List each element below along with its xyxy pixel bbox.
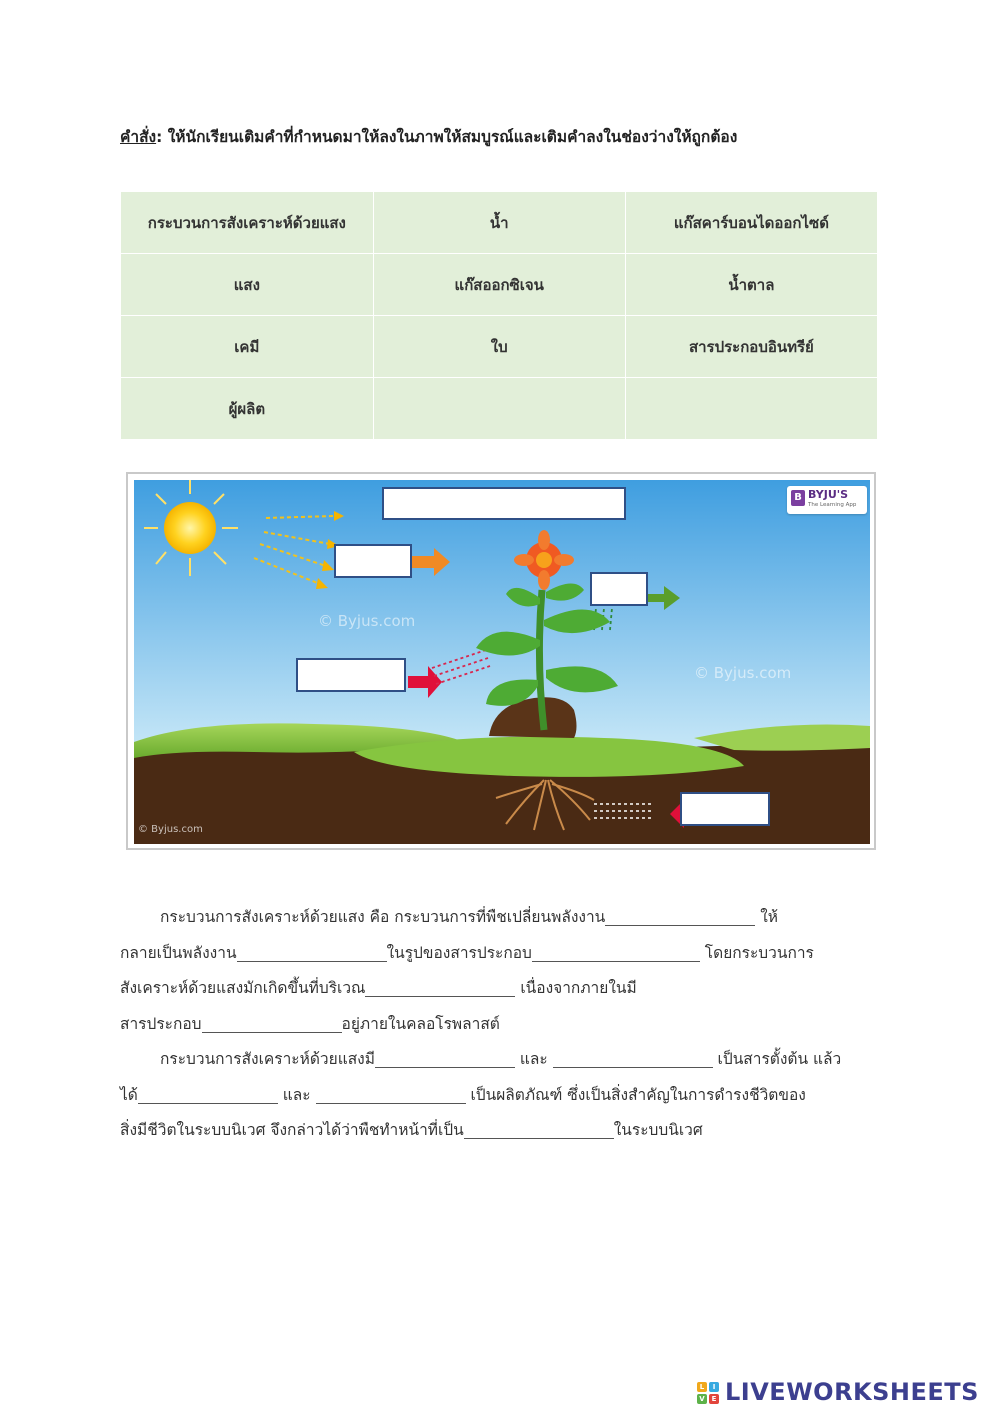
word-bank-table	[121, 192, 878, 440]
blank-location[interactable]	[365, 974, 515, 997]
paragraph-1-text: ให้	[755, 908, 778, 926]
byjus-logo	[787, 486, 867, 514]
answer-box-light[interactable]	[334, 544, 412, 578]
blank-product-1[interactable]	[138, 1081, 278, 1104]
paragraph-1	[120, 900, 900, 1042]
word-bank-cell: น้ำ	[373, 192, 625, 254]
paragraph-1-text: ในรูปของสารประกอบ	[386, 943, 532, 962]
paragraph-2-text: สิ่งมีชีวิตในระบบนิเวศ จึงกล่าวได้ว่าพืชทำหน้าที่เป็น	[120, 1121, 464, 1139]
logo-letter: E	[709, 1394, 719, 1404]
word-bank-cell: น้ำตาล	[625, 254, 877, 316]
blank-energy-from[interactable]	[605, 903, 755, 926]
logo-letter: I	[709, 1382, 719, 1392]
brand-tagline: The Learning App	[808, 502, 857, 508]
word-bank-cell: ผู้ผลิต	[121, 378, 373, 440]
answer-box-oxygen[interactable]	[590, 572, 648, 606]
word-bank-cell: กระบวนการสังเคราะห์ด้วยแสง	[121, 192, 373, 254]
blank-chlorophyll-compound[interactable]	[202, 1010, 342, 1033]
paragraph-1-text: กลายเป็นพลังงาน	[120, 943, 237, 962]
paragraph-1-text: กระบวนการสังเคราะห์ด้วยแสง คือ กระบวนการที่พืชเปลี่ยนพลังงาน	[160, 908, 606, 926]
word-bank-cell: แก๊สออกซิเจน	[373, 254, 625, 316]
word-bank-row	[121, 378, 878, 440]
word-bank-cell: สารประกอบอินทรีย์	[625, 316, 877, 378]
paragraph-2-text: เป็นผลิตภัณฑ์ ซึ่งเป็นสิ่งสำคัญในการดำรงชีวิตของ	[465, 1085, 806, 1104]
answer-box-water[interactable]	[680, 792, 770, 826]
blank-role[interactable]	[464, 1116, 614, 1139]
blank-energy-to[interactable]	[237, 939, 387, 962]
paragraph-2-text: เป็นสารตั้งต้น แล้ว	[712, 1050, 842, 1068]
paragraph-2-text: ได้	[120, 1085, 138, 1104]
word-bank-cell: เคมี	[121, 316, 373, 378]
word-bank-row	[121, 254, 878, 316]
brand-name: BYJU'S	[808, 488, 849, 501]
diagram-illustration	[134, 480, 870, 844]
blank-reactant-2[interactable]	[553, 1045, 713, 1068]
instruction-text: : ให้นักเรียนเติมคำที่กำหนดมาให้ลงในภาพให้สมบูรณ์และเติมคำลงในช่องว่างให้ถูกต้อง	[156, 128, 738, 146]
word-bank-row	[121, 316, 878, 378]
paragraph-2-text: และ	[277, 1085, 316, 1104]
word-bank-cell: ใบ	[373, 316, 625, 378]
paragraph-1-text: สารประกอบ	[120, 1014, 202, 1033]
logo-letter: V	[697, 1394, 707, 1404]
word-bank-cell	[373, 378, 625, 440]
logo-letter: L	[697, 1382, 707, 1392]
brand-mark: B	[791, 490, 805, 506]
paragraph-2-text: กระบวนการสังเคราะห์ด้วยแสงมี	[160, 1050, 375, 1068]
paragraph-2	[120, 1042, 900, 1149]
watermark: © Byjus.com	[694, 664, 792, 682]
word-bank-cell: แสง	[121, 254, 373, 316]
paragraph-1-text: เนื่องจากภายในมี	[515, 979, 637, 997]
blank-compound[interactable]	[532, 939, 700, 962]
watermark: © Byjus.com	[318, 612, 416, 630]
answer-box-process[interactable]	[382, 487, 626, 520]
word-bank-cell	[625, 378, 877, 440]
photosynthesis-diagram	[126, 472, 876, 850]
logo-text: LIVEWORKSHEETS	[725, 1378, 979, 1406]
corner-credit: © Byjus.com	[138, 824, 203, 835]
word-bank-row	[121, 192, 878, 254]
blank-product-2[interactable]	[316, 1081, 466, 1104]
paragraph-2-text: ในระบบนิเวศ	[613, 1121, 703, 1139]
word-bank-cell: แก๊สคาร์บอนไดออกไซด์	[625, 192, 877, 254]
paragraph-1-text: อยู่ภายในคลอโรพลาสต์	[341, 1014, 500, 1033]
paragraph-2-text: และ	[514, 1050, 553, 1068]
liveworksheets-logo	[697, 1378, 993, 1408]
paragraph-1-text: โดยกระบวนการ	[699, 943, 814, 962]
instruction	[120, 124, 920, 149]
answer-box-carbon-dioxide[interactable]	[296, 658, 406, 692]
instruction-lead: คำสั่ง	[120, 128, 157, 146]
paragraph-1-text: สังเคราะห์ด้วยแสงมักเกิดขึ้นที่บริเวณ	[120, 979, 366, 997]
blank-reactant-1[interactable]	[375, 1045, 515, 1068]
liveworksheets-logo-icon	[697, 1382, 721, 1406]
